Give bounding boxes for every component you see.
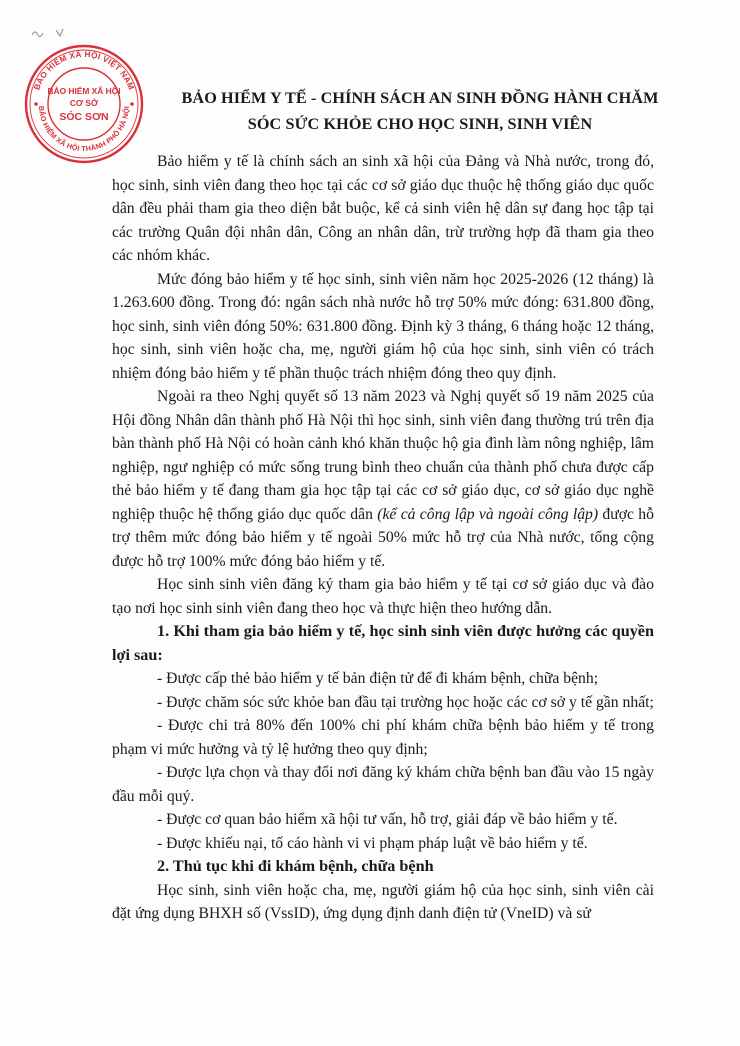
paragraph-procedure: Học sinh, sinh viên hoặc cha, mẹ, người giám hộ của học sinh, sinh viên cài đặt ứng dụng BHXH số (VssID), ứng dụng định danh điện tử (VneID) và sử [112, 881, 654, 922]
stamp-line-2: CƠ SỞ [69, 98, 99, 108]
paragraph-registration: Học sinh sinh viên đăng ký tham gia bảo hiểm y tế tại cơ sở giáo dục và đào tạo nơi học sinh sinh viên đang theo học và thực hiện theo hướng dẫn. [112, 576, 654, 617]
document-title [150, 85, 690, 137]
benefit-item: - Được lựa chọn và thay đổi nơi đăng ký khám chữa bệnh ban đầu vào 15 ngày đầu mỗi quý. [112, 764, 654, 805]
section-2-heading: 2. Thủ tục khi đi khám bệnh, chữa bệnh [157, 857, 434, 875]
paragraph-resolution [112, 385, 654, 573]
paragraph-resolution-tail: được hỗ trợ thêm mức đóng bảo hiểm y tế ngoài 50% mức hỗ trợ của Nhà nước, tổng cộng được hỗ trợ 100% mức đóng bảo hiểm y tế. [112, 505, 654, 570]
handwritten-mark [30, 26, 70, 40]
benefit-item: - Được chi trả 80% đến 100% chi phí khám chữa bệnh bảo hiểm y tế trong phạm vi mức hưởng và tỷ lệ hưởng theo quy định; [112, 717, 654, 758]
paragraph-resolution-text: Ngoài ra theo Nghị quyết số 13 năm 2023 và Nghị quyết số 19 năm 2025 của Hội đồng Nhân dân thành phố Hà Nội thì học sinh, sinh viên đang thường trú trên địa bàn thành phố Hà Nội có hoàn cảnh khó khăn thuộc hộ gia đình làm nông nghiệp, lâm nghiệp, ngư nghiệp có mức sống trung bình theo chuẩn của thành phố chưa được cấp thẻ bảo hiểm y tế đang tham gia học tập tại các cơ sở giáo dục, cơ sở giáo dục nghề nghiệp thuộc hệ thống giáo dục quốc dân [112, 388, 654, 523]
title-line-2: SÓC SỨC KHỎE CHO HỌC SINH, SINH VIÊN [247, 115, 593, 133]
title-line-1: BẢO HIỂM Y TẾ - CHÍNH SÁCH AN SINH ĐỒNG HÀNH CHĂM [181, 89, 659, 107]
paragraph-intro: Bảo hiểm y tế là chính sách an sinh xã hội của Đảng và Nhà nước, trong đó, học sinh, sinh viên đang theo học tại các cơ sở giáo dục thuộc hệ thống giáo dục quốc dân đều phải tham gia theo diện bắt buộc, kể cả sinh viên hệ dân sự đang học tập tại các trường Quân đội nhân dân, Công an nhân dân, trừ trường hợp đã tham gia theo các nhóm khác. [112, 153, 654, 264]
benefit-item: - Được cơ quan bảo hiểm xã hội tư vấn, hỗ trợ, giải đáp về bảo hiểm y tế. [157, 811, 618, 828]
benefit-item: - Được chăm sóc sức khỏe ban đầu tại trường học hoặc các cơ sở y tế gần nhất; [157, 693, 654, 711]
benefit-item: - Được cấp thẻ bảo hiểm y tế bản điện tử để đi khám bệnh, chữa bệnh; [157, 670, 599, 687]
benefit-item: - Được khiếu nại, tố cáo hành vi vi phạm pháp luật về bảo hiểm y tế. [157, 834, 588, 852]
document-body [112, 150, 654, 926]
official-seal-stamp [22, 42, 146, 166]
paragraph-contribution: Mức đóng bảo hiểm y tế học sinh, sinh viên năm học 2025-2026 (12 tháng) là 1.263.600 đồng. Trong đó: ngân sách nhà nước hỗ trợ 50% mức đóng: 631.800 đồng, học sinh, sinh viên đóng 50%: 631.800 đồng. Định kỳ 3 tháng, 6 tháng hoặc 12 tháng, học sinh, sinh viên hoặc cha, mẹ, người giám hộ của học sinh, sinh viên có trách nhiệm đóng bảo hiểm y tế phần thuộc trách nhiệm đóng theo quy định. [112, 270, 654, 382]
svg-text:BẢO HIỂM XÃ HỘI THÀNH PHỐ HÀ N: BẢO HIỂM XÃ HỘI THÀNH PHỐ HÀ NỘI [36, 105, 132, 154]
stamp-line-3: SÓC SƠN [59, 111, 109, 123]
section-1-heading: 1. Khi tham gia bảo hiểm y tế, học sinh sinh viên được hưởng các quyền lợi sau: [112, 622, 654, 664]
paragraph-resolution-italic: (kể cả công lập và ngoài công lập) [377, 505, 599, 523]
svg-text:BẢO HIỂM XÃ HỘI VIỆT NAM: BẢO HIỂM XÃ HỘI VIỆT NAM [32, 49, 136, 92]
stamp-line-1: BẢO HIỂM XÃ HỘI [47, 86, 121, 96]
